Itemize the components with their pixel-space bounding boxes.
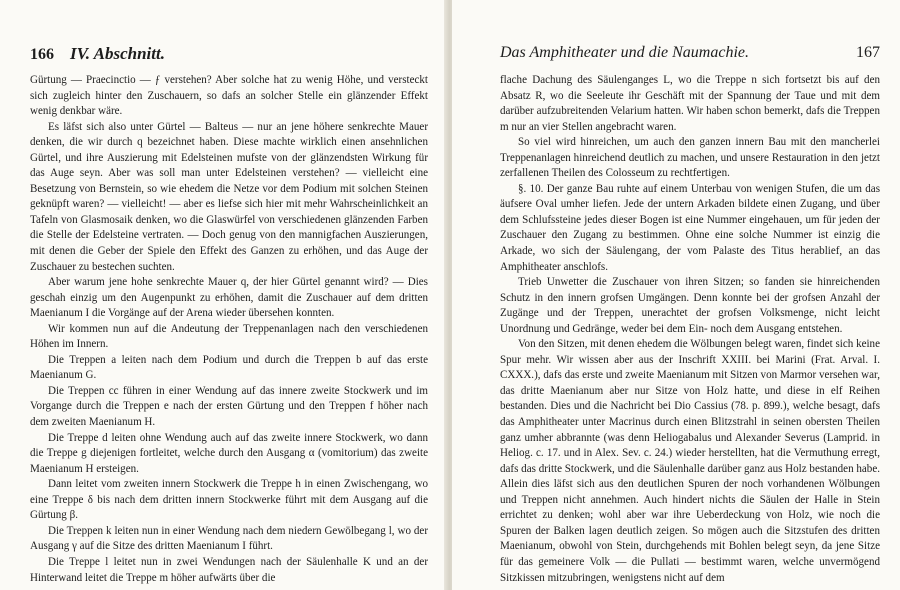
paragraph: Die Treppen k leiten nun in einer Wendung nach dem niedern Gewölbegang l, wo der Ausgang γ auf die Sitze des dritten Maenianum I führt.: [30, 524, 428, 553]
paragraph: Von den Sitzen, mit denen ehedem die Wölbungen belegt waren, findet sich keine Spur mehr. Wir wissen aber aus der Inschrift XXIII. bei Marini (Frat. Arval. I. CXXX.), dafs das erste und zweite Maenianum mit Sitzen von Marmor versehen war, das dritte Maenianum aber nur Sitze von Holz hatte, und diese in elf Reihen bestanden. Dies und die Nachricht bei Dio Cassius (78. p. 899.), welche besagt, dafs das Amphitheater unter Macrinus durch einen Blitzstrahl in seinen obersten Theilen ganz umher abbrannte (was denn Heliogabalus und Alexander Severus (Lamprid. in Heliog. c. 17. und in Alex. Sev. c. 24.) wieder herstellten, hat die Vermuthung erregt, dafs das dritte Stockwerk, und die Säulenhalle darüber ganz aus Holz bestanden habe. Allein dies läfst sich aus den deutlichen Spuren der noch vorhandenen Wölbungen und Treppen nicht annehmen. Auch hindert nichts die Säulen der Halle in Stein errichtet zu denken; wohl aber war ihre Ueberdeckung von Holz, wie noch die Spuren der Balken lagen deutlich zeigen. So mögen auch die Sitzstufen des dritten Maenianum, obwohl von Stein, durchgehends mit Bohlen belegt seyn, da jene Sitze für das gemeinere Volk — die Pullati — bestimmt waren, welche unvermögend Sitzkissen mitzubringen, wenigstens nicht auf dem: [500, 338, 880, 584]
left-page-body: [30, 73, 428, 586]
running-title: Das Amphitheater und die Naumachie.: [500, 44, 750, 61]
left-running-head: [30, 44, 428, 64]
paragraph: Die Treppen cc führen in einer Wendung auf das innere zweite Stockwerk und im Vorgange durch die Treppen e nach der ersten Gürtung und den Treppen f höher nach dem zweiten Maenianum H.: [30, 384, 428, 429]
paragraph: Gürtung — Praecinctio — ƒ verstehen? Aber solche hat zu wenig Höhe, und versteckt sich zugleich hinter den Zuschauern, so dafs an solcher Stelle ein glänzender Effekt wenig denkbar wäre.: [30, 74, 428, 118]
paragraph: Trieb Unwetter die Zuschauer von ihren Sitzen; so fanden sie hinreichenden Schutz in den innern grofsen Umgängen. Denn konnte bei der grofsen Anzahl der Zugänge und der Treppen, unerachtet der grofsen Volksmenge, nicht leicht Unordnung und Gedränge, weder bei dem Ein- noch dem Ausgang entstehen.: [500, 276, 880, 335]
right-page-body: [500, 73, 880, 586]
right-page-number: 167: [856, 44, 880, 61]
paragraph: Die Treppe d leiten ohne Wendung auch auf das zweite innere Stockwerk, wo dann die Treppe g diejenigen fortleitet, welche durch den Ausgang α (vomitorium) das zweite Maenianum H ersteigen.: [30, 431, 428, 475]
paragraph: Die Treppe l leitet nun in zwei Wendungen nach der Säulenhalle K und an der Hinterwand leitet die Treppe m höher aufwärts über die: [30, 555, 428, 584]
paragraph: Aber warum jene hohe senkrechte Mauer q, der hier Gürtel genannt wird? — Dies geschah einzig um den Augenpunkt zu erhöhen, damit die Zuschauer auf dem dritten Maenianum I die Vorgänge auf der Arena wieder übersehen konnten.: [30, 276, 428, 320]
paragraph: Wir kommen nun auf die Andeutung der Treppenanlagen nach den verschiedenen Höhen im Innern.: [30, 322, 428, 351]
paragraph: Es läfst sich also unter Gürtel — Balteus — nur an jene höhere senkrechte Mauer denken, die wir durch q bezeichnet haben. Diese machte wirklich einen ansehnlichen Gürtel, und ihre Auszierung mit Edelsteinen mufste von der glänzendsten Wirkung für das Auge seyn. Aber was soll man unter Edelsteinen verstehen? — vielleicht eine Besetzung von Bernstein, so wie ehedem die Netze vor dem Podium mit solchen Steinen geknüpft waren? — vielleicht! — aber es liefse sich hier mit mehr Wahrscheinlichkeit an Tafeln von Glasmosaik denken, wo die Glaswürfel von verschiedenen glänzenden Farben die Stelle der Edelsteine vertraten. — Doch genug von den mannigfachen Auszierungen, mit denen die Geber der Spiele den Effekt des Ganzen zu erhöhen, und das Auge der Zuschauer zu bestechen suchten.: [30, 120, 428, 273]
left-page-number: 166: [30, 46, 54, 63]
right-page: [452, 0, 900, 590]
paragraph: Dann leitet vom zweiten innern Stockwerk die Treppe h in einen Zwischengang, wo eine Treppe δ bis nach dem dritten innern Stockwerke führt mit dem Ausgang auf die Gürtung β.: [30, 478, 428, 522]
right-running-head: [500, 44, 880, 64]
chapter-heading: IV. Abschnitt.: [70, 44, 165, 63]
paragraph: Die Treppen a leiten nach dem Podium und durch die Treppen b auf das erste Maenianum G.: [30, 353, 428, 382]
left-page: [0, 0, 448, 590]
paragraph: So viel wird hinreichen, um auch den ganzen innern Bau mit den mancherlei Treppenanlagen hinreichend deutlich zu machen, und unsere Restauration in den jetzt zerfallenen Theilen des Colosseum zu rechtfertigen.: [500, 136, 880, 180]
paragraph: flache Dachung des Säulenganges L, wo die Treppe n sich fortsetzt bis auf den Absatz R, wo die Seeleute ihr Geschäft mit der Spannung der Taue und mit dem darüber aufzubreitenden Velarium hatten. Wir haben schon bemerkt, dafs die Treppen m nur an vier Stellen angebracht waren.: [500, 74, 880, 133]
paragraph: §. 10. Der ganze Bau ruhte auf einem Unterbau von wenigen Stufen, die um das äufsere Oval umher liefen. Jede der untern Arkaden bildete einen Zugang, und über dem Schlufssteine jedes dieser Bogen ist eine Nummer eingehauen, um für jeden der Zuschauer den Zugang zu bestimmen. Ohne eine solche Nummer ist einzig die Arkade, wo sich der Säulengang, der vom Palaste des Titus herablief, an das Amphitheater anschlofs.: [500, 182, 880, 273]
